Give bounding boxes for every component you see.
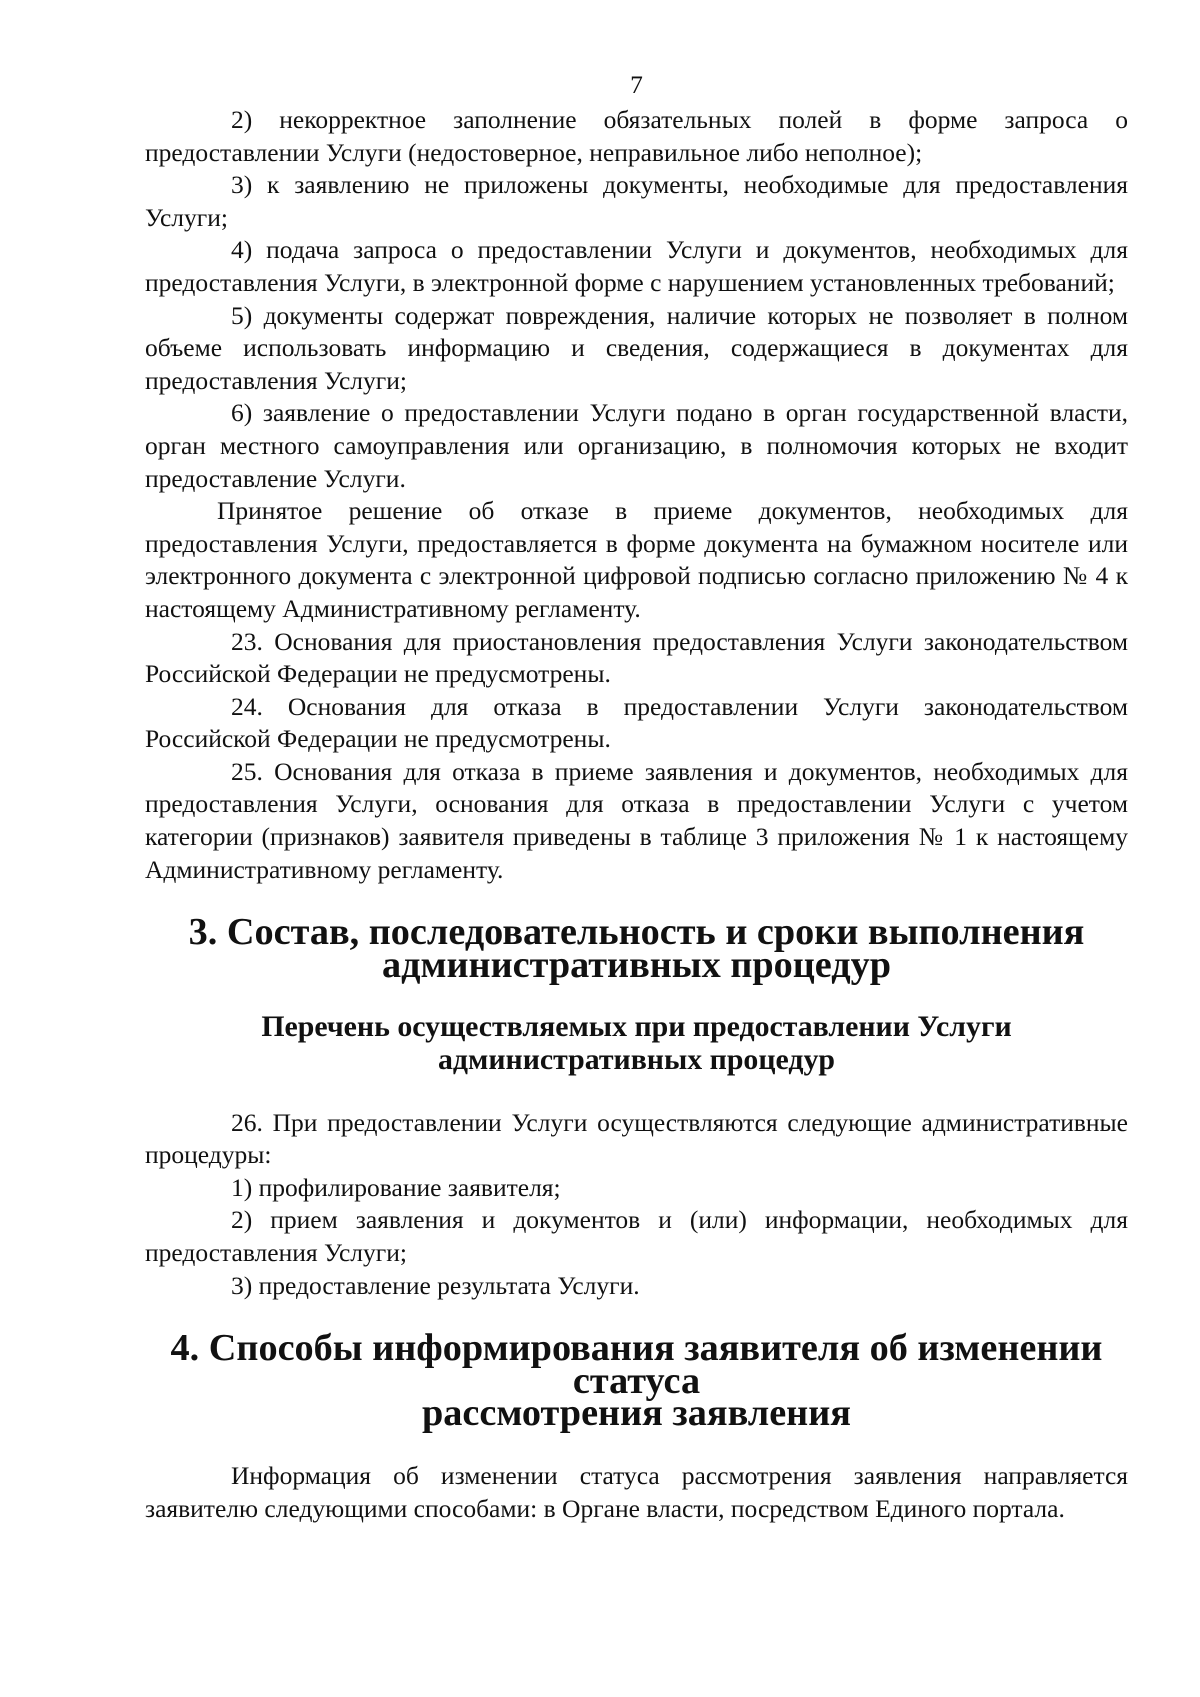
paragraph-status-info: Информация об изменении статуса рассмотрения заявления направляется заявителю следующими способами: в Органе власти, посредством Единого портала. <box>145 1460 1128 1523</box>
section-3-subheading <box>145 1011 1128 1076</box>
section-3-heading <box>145 911 1128 986</box>
section-3-subheading-line-1: Перечень осуществляемых при предоставлении Услуги <box>261 1010 1012 1044</box>
list-item-4: 4) подача запроса о предоставлении Услуги и документов, необходимых для предоставления Услуги, в электронной форме с нарушением установленных требований; <box>145 235 1128 297</box>
list-item-2: 2) некорректное заполнение обязательных полей в форме запроса о предоставлении Услуги (недостоверное, неправильное либо неполное); <box>145 105 1128 167</box>
procedure-item-1: 1) профилирование заявителя; <box>231 1172 561 1202</box>
section-4-heading-line-2: рассмотрения заявления <box>422 1392 851 1435</box>
section-3-subheading-line-2: административных процедур <box>438 1043 835 1077</box>
list-item-3: 3) к заявлению не приложены документы, необходимые для предоставления Услуги; <box>145 170 1128 232</box>
paragraph-24: 24. Основания для отказа в предоставлении Услуги законодательством Российской Федерации не предусмотрены. <box>145 691 1128 754</box>
paragraph-decision: Принятое решение об отказе в приеме документов, необходимых для предоставления Услуги, предоставляется в форме документа на бумажном носителе или электронного документа с электронной цифровой подписью согласно приложению № 4 к настоящему Административному регламенту. <box>145 496 1128 623</box>
list-item-5: 5) документы содержат повреждения, наличие которых не позволяет в полном объеме использовать информацию и сведения, содержащиеся в документах для предоставления Услуги; <box>145 300 1128 395</box>
paragraph-25: 25. Основания для отказа в приеме заявления и документов, необходимых для предоставления Услуги, основания для отказа в предоставлении Услуги с учетом категории (признаков) заявителя приведены в таблице 3 приложения № 1 к настоящему Административному регламенту. <box>145 756 1128 884</box>
list-item-6: 6) заявление о предоставлении Услуги подано в орган государственной власти, орган местного самоуправления или организацию, в полномочия которых не входит предоставление Услуги. <box>145 398 1128 493</box>
section-4-heading-line-1: 4. Способы информирования заявителя об изменении статуса <box>170 1327 1103 1402</box>
section-3-heading-line-1: 3. Состав, последовательность и сроки выполнения <box>188 911 1085 954</box>
section-3-heading-line-2: административных процедур <box>381 943 892 986</box>
paragraph-23: 23. Основания для приостановления предоставления Услуги законодательством Российской Федерации не предусмотрены. <box>145 626 1128 689</box>
paragraph-26: 26. При предоставлении Услуги осуществляются следующие административные процедуры: <box>145 1107 1128 1170</box>
procedure-item-2: 2) прием заявления и документов и (или) информации, необходимых для предоставления Услуги; <box>145 1205 1128 1267</box>
procedure-item-3: 3) предоставление результата Услуги. <box>231 1270 640 1300</box>
section-4-heading <box>145 1327 1128 1435</box>
page-number: 7 <box>630 70 643 99</box>
document-page <box>145 68 1128 1525</box>
